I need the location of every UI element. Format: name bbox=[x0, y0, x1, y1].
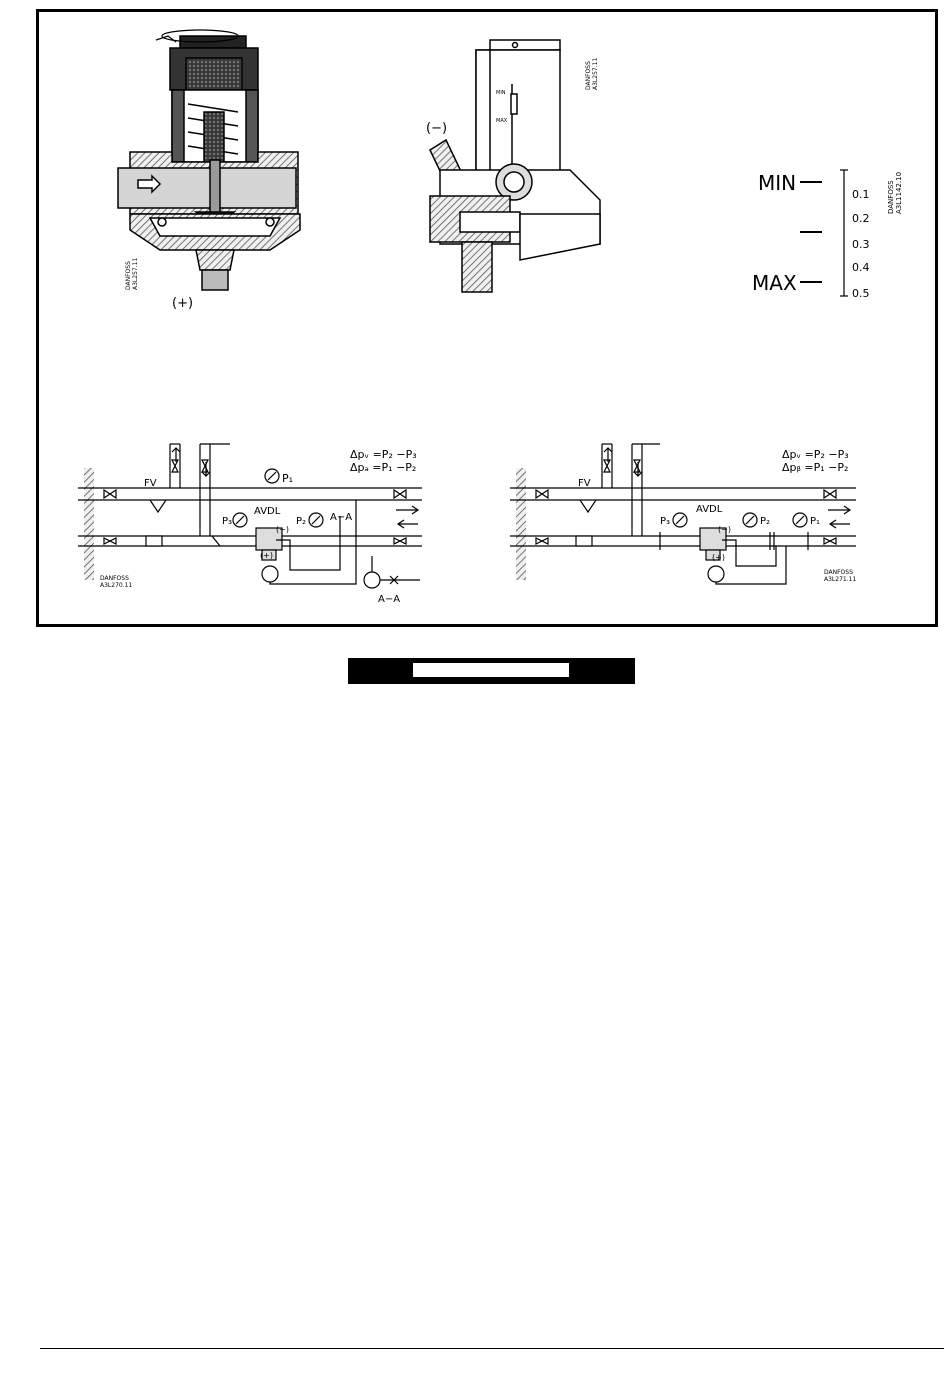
scale-figure-code: DANFOSSA3L1142.10 bbox=[887, 171, 903, 214]
left-p3-label: P₃ bbox=[222, 516, 233, 527]
left-formula-2: Δpₐ =P₁ −P₂ bbox=[350, 461, 417, 474]
right-formula-1: Δpᵥ =P₂ −P₃ bbox=[782, 448, 849, 461]
valve-figure-code: DANFOSSA3L257.11 bbox=[125, 257, 139, 290]
scale-value-4: 0.5 bbox=[852, 287, 870, 300]
left-section-label: A−A bbox=[330, 512, 353, 523]
right-figure-code: DANFOSS A3L271.11 bbox=[824, 569, 857, 583]
left-figure-code: DANFOSS A3L270.11 bbox=[100, 575, 133, 589]
right-formula-2: Δpᵦ =P₁ −P₂ bbox=[782, 461, 849, 474]
scale-value-0: 0.1 bbox=[852, 188, 870, 201]
actuator-drawing bbox=[430, 40, 600, 292]
right-p3-label: P₃ bbox=[660, 516, 671, 527]
right-p1-label: P₁ bbox=[810, 516, 821, 527]
actuator-max-mark: MAX bbox=[496, 118, 508, 124]
right-plus-label: (+) bbox=[712, 553, 725, 562]
left-formula-1: Δpᵥ =P₂ −P₃ bbox=[350, 448, 417, 461]
left-minus-label: (−) bbox=[276, 525, 289, 534]
scale-max-label: MAX bbox=[752, 271, 797, 295]
footer-rule bbox=[40, 1348, 944, 1349]
valve-plus-label: (+) bbox=[172, 296, 194, 311]
scale-value-1: 0.2 bbox=[852, 212, 870, 225]
left-avdl-label: AVDL bbox=[254, 506, 281, 517]
actuator-figure-code: DANFOSSA3L257.11 bbox=[585, 57, 599, 90]
scale-value-2: 0.3 bbox=[852, 238, 870, 251]
figure-canvas bbox=[0, 0, 950, 640]
left-p2-label: P₂ bbox=[296, 516, 307, 527]
caption-banner bbox=[348, 658, 635, 684]
right-minus-label: (−) bbox=[718, 525, 731, 534]
left-section-detail-label: A−A bbox=[378, 594, 401, 605]
actuator-min-mark: MIN bbox=[496, 90, 506, 96]
left-p1-label: P₁ bbox=[282, 472, 294, 485]
actuator-minus-label: (−) bbox=[426, 121, 448, 136]
right-fv-label: FV bbox=[578, 478, 591, 489]
valve-section-drawing bbox=[118, 30, 300, 290]
right-p2-label: P₂ bbox=[760, 516, 771, 527]
left-plus-label: (+) bbox=[260, 551, 273, 560]
right-avdl-label: AVDL bbox=[696, 504, 723, 515]
scale-value-3: 0.4 bbox=[852, 261, 870, 274]
scale-min-label: MIN bbox=[758, 171, 797, 195]
setting-scale bbox=[800, 170, 848, 296]
left-fv-label: FV bbox=[144, 478, 157, 489]
caption-banner-field bbox=[412, 662, 570, 678]
